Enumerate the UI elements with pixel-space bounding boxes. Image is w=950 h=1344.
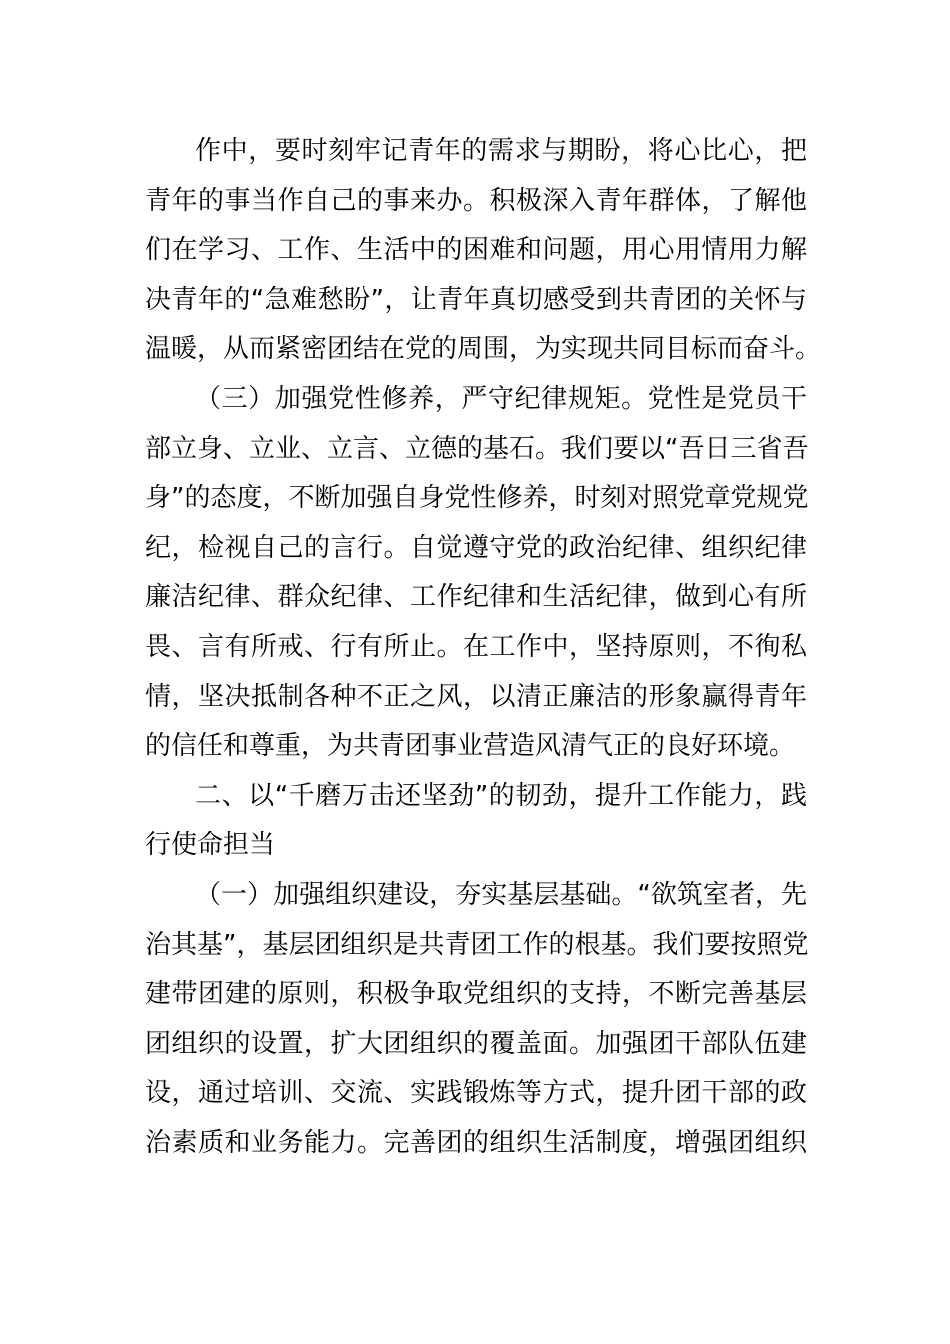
paragraph-line: 建带团建的原则，积极争取党组织的支持，不断完善基层: [145, 979, 807, 1010]
paragraph-line: 部立身、立业、立言、立德的基石。我们要以“吾日三省吾: [145, 433, 809, 464]
body-text: [145, 127, 822, 1168]
paragraph-line: 的信任和尊重，为共青团事业营造风清气正的良好环境。: [145, 731, 796, 762]
chapter-heading-line: 二、以“千磨万击还坚劲”的韧劲，提升工作能力，践: [195, 780, 807, 811]
paragraph-line: 温暖，从而紧密团结在党的周围，为实现共同目标而奋斗。: [145, 334, 822, 365]
paragraph-line: 青年的事当作自己的事来办。积极深入青年群体，了解他: [145, 185, 807, 216]
paragraph-line: 纪，检视自己的言行。自觉遵守党的政治纪律、组织纪律: [145, 532, 807, 563]
paragraph-line: 团组织的设置，扩大团组织的覆盖面。加强团干部队伍建: [145, 1028, 807, 1059]
paragraph-line: 畏、言有所戒、行有所止。在工作中，坚持原则，不徇私: [145, 631, 807, 662]
chapter-heading-line: 行使命担当: [145, 830, 276, 861]
section-heading-line: （一）加强组织建设，夯实基层基础。“欲筑室者，先: [195, 879, 807, 910]
section-heading-line: （三）加强党性修养，严守纪律规矩。党性是党员干: [195, 383, 807, 414]
paragraph-line: 们在学习、工作、生活中的困难和问题，用心用情用力解: [145, 235, 807, 266]
paragraph-line: 身”的态度，不断加强自身党性修养，时刻对照党章党规党: [145, 483, 809, 514]
paragraph-line: 治其基”，基层团组织是共青团工作的根基。我们要按照党: [145, 929, 809, 960]
paragraph-line: 廉洁纪律、群众纪律、工作纪律和生活纪律，做到心有所: [145, 582, 807, 613]
paragraph-line: 作中，要时刻牢记青年的需求与期盼，将心比心，把: [195, 136, 807, 166]
paragraph-line: 决青年的“急难愁盼”，让青年真切感受到共青团的关怀与: [145, 284, 807, 315]
paragraph-line: 设，通过培训、交流、实践锻炼等方式，提升团干部的政: [145, 1078, 807, 1109]
paragraph-line: 治素质和业务能力。完善团的组织生活制度，增强团组织: [145, 1127, 807, 1158]
paragraph-line: 情，坚决抵制各种不正之风，以清正廉洁的形象赢得青年: [145, 681, 807, 712]
